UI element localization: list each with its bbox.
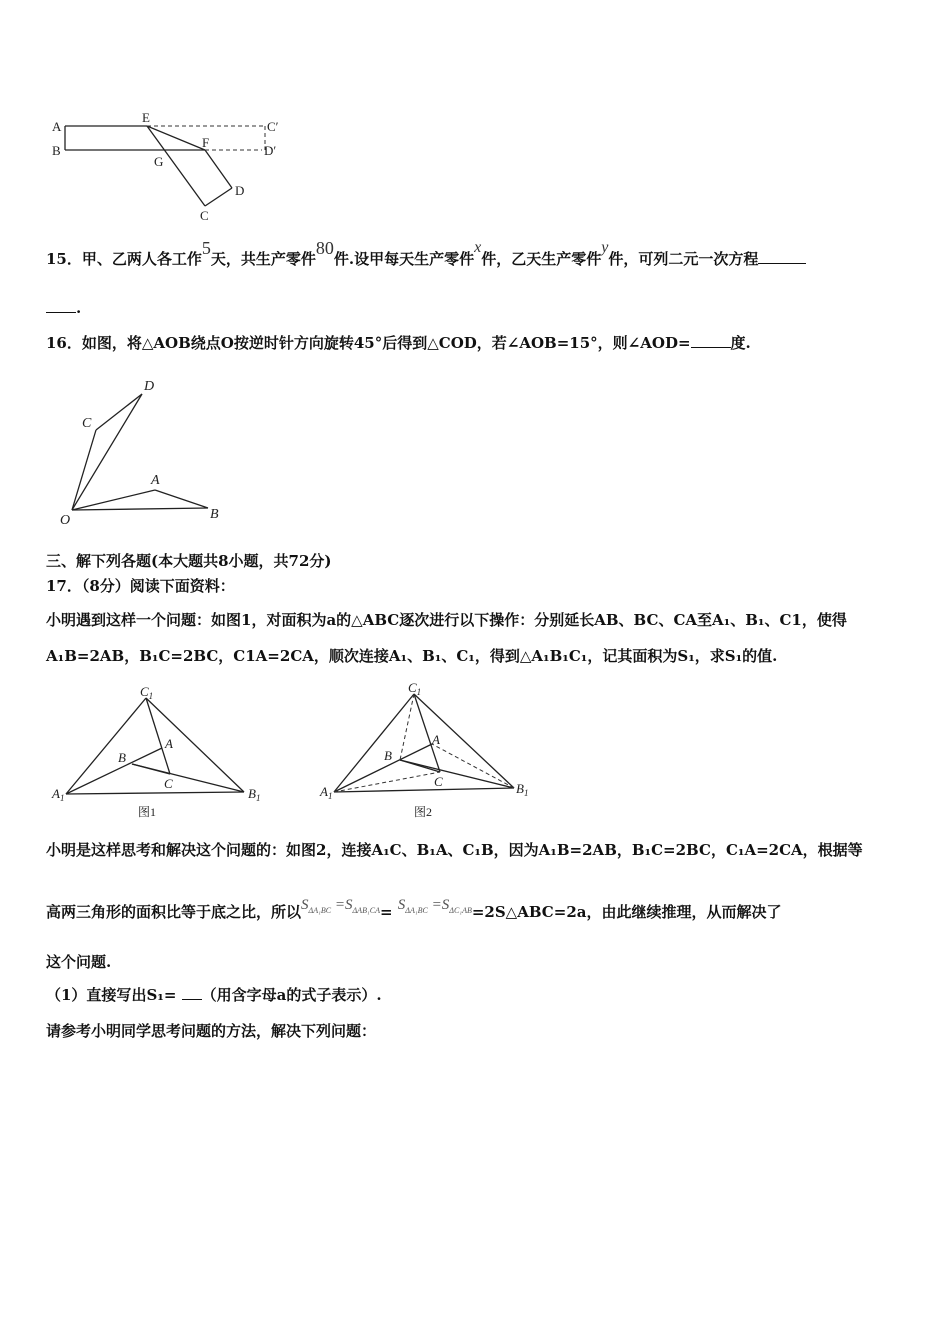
- question-16: [46, 333, 751, 353]
- q17-instruction: [46, 1021, 376, 1041]
- fig2-b-c: [400, 760, 440, 772]
- q16-text: 16．如图，将△AOB绕点O按逆时针方向旋转45°后得到△COD，若∠AOB=15°，则∠AOD=: [46, 334, 691, 352]
- q16-end: 度.: [730, 334, 751, 352]
- figure-1: [48, 682, 278, 822]
- q17-para2-line2b-text: =2S△ABC=2a，由此继续推理，从而解决了: [471, 903, 782, 921]
- folded-strip-figure: [40, 108, 300, 226]
- label-D: D: [235, 183, 245, 198]
- q15-part3: 件.设甲每天生产零件: [333, 250, 475, 268]
- formula-sub2: ΔAB₁CA: [352, 906, 380, 915]
- fig2-dashed-a1-c: [334, 772, 440, 792]
- fig2-dashed-b1-a: [432, 744, 514, 788]
- seg-o-a: [72, 490, 155, 510]
- formula-sub1: ΔA₁BC: [308, 906, 332, 915]
- q17-sub1-end: （用含字母a的式子表示）.: [201, 986, 382, 1004]
- q15-answer-blank[interactable]: [758, 249, 806, 264]
- formula-eq2: =: [379, 903, 393, 921]
- fig2-label-B: B: [384, 748, 392, 763]
- q17-para2-line3-text: 这个问题.: [46, 953, 112, 971]
- label-B: B: [210, 507, 219, 522]
- seg-o-d: [72, 394, 142, 510]
- q17-para1-line1-text: 小明遇到这样一个问题：如图1，对面积为a的△ABC逐次进行以下操作：分别延长AB、BC、CA至A₁、B₁、C1，使得: [46, 611, 847, 629]
- q17-para1-line2-text: A₁B=2AB，B₁C=2BC，C1A=2CA，顺次连接A₁、B₁、C₁，得到△A₁B₁C₁，记其面积为S₁，求S₁的值.: [46, 647, 778, 665]
- fig1-label-C1: $C_1$: [140, 684, 154, 701]
- formula-sub4: ΔC₁AB: [449, 906, 472, 915]
- q17-para1-line2: [46, 646, 777, 666]
- fig1-b-c: [132, 764, 170, 774]
- area-formula: [301, 897, 380, 913]
- q17-sub1: [46, 985, 382, 1005]
- label-C: C: [200, 208, 209, 223]
- section-3-title: [46, 551, 332, 571]
- fig2-a1-a: [334, 744, 432, 792]
- fig2-label-B1: $B_1$: [516, 781, 529, 798]
- label-A: A: [52, 119, 62, 134]
- fig2-label-C1: $C_1$: [408, 680, 422, 697]
- q15-number-5: 5: [201, 238, 211, 258]
- edge-f-d: [205, 150, 232, 188]
- fig1-a1-c1: [66, 698, 146, 794]
- area-formula-2: [398, 897, 472, 913]
- q15-part1: 15．甲、乙两人各工作: [46, 250, 202, 268]
- q15-number-80: 80: [315, 238, 334, 258]
- rotation-figure: [50, 372, 240, 532]
- formula-eq3: =: [431, 897, 442, 913]
- label-D-prime: D′: [264, 143, 277, 158]
- question-15: [46, 238, 806, 270]
- q17-instruction-text: 请参考小明同学思考问题的方法，解决下列问题：: [46, 1022, 377, 1040]
- label-D: D: [144, 379, 155, 394]
- label-O: O: [60, 513, 71, 528]
- q17-para2-line3: [46, 952, 111, 972]
- q17-sub1-text: （1）直接写出S₁=: [46, 986, 177, 1004]
- fig2-b-b1: [400, 760, 514, 788]
- seg-o-c: [72, 430, 96, 510]
- formula-sub3: ΔA₁BC: [405, 906, 428, 915]
- q17-para2-line1-text: 小明是这样思考和解决这个问题的：如图2，连接A₁C、B₁A、C₁B，因为A₁B=2AB，B₁C=2BC，C₁A=2CA，根据等: [46, 841, 863, 859]
- q17-para1-line1: [46, 610, 847, 630]
- label-B: B: [52, 143, 61, 158]
- formula-s2: S: [344, 897, 353, 913]
- q15-var-x: x: [474, 239, 482, 256]
- figure-2: [316, 678, 546, 824]
- q16-answer-blank[interactable]: [691, 333, 731, 348]
- fig2-label-A1: $A_1$: [320, 784, 333, 801]
- edge-c-d: [205, 188, 232, 206]
- fig1-label-B: B: [118, 750, 126, 765]
- fig1-label-C: C: [164, 776, 173, 791]
- seg-o-b: [72, 508, 208, 510]
- fig1-caption: 图1: [138, 805, 157, 819]
- fig1-a1-b1: [66, 792, 244, 794]
- fig2-caption: 图2: [414, 805, 433, 819]
- q15-var-y: y: [601, 239, 609, 256]
- q15-part2: 天，共生产零件: [210, 250, 316, 268]
- q17-para2-line1: [46, 840, 863, 860]
- fig1-a1-a: [66, 748, 162, 794]
- q15-end: .: [76, 299, 82, 317]
- label-C-prime: C′: [267, 119, 279, 134]
- q17-para2-line2a-text: 高两三角形的面积比等于底之比，所以: [46, 903, 302, 921]
- q17-head-text: 17．（8分）阅读下面资料：: [46, 577, 235, 595]
- fig2-label-C: C: [434, 774, 443, 789]
- fig1-label-B1: $B_1$: [248, 786, 261, 803]
- seg-c-d: [96, 394, 142, 430]
- q15-part5: 件，可列二元一次方程: [608, 250, 759, 268]
- q15-answer-blank-cont[interactable]: [46, 298, 76, 313]
- label-F: F: [202, 135, 210, 150]
- q15-continuation: [46, 298, 81, 318]
- label-G: G: [154, 154, 164, 169]
- seg-a-b: [155, 490, 208, 508]
- label-C: C: [82, 416, 92, 431]
- label-E: E: [142, 110, 150, 125]
- label-A: A: [151, 473, 160, 488]
- fig1-label-A: A: [165, 736, 173, 751]
- fig2-dashed-c1-b: [400, 694, 414, 760]
- formula-s3: S: [397, 897, 406, 913]
- q17-sub1-answer-blank[interactable]: [182, 985, 202, 1000]
- fig1-label-A1: $A_1$: [52, 786, 65, 803]
- fig2-label-A: A: [432, 732, 440, 747]
- formula-eq1: =: [334, 897, 345, 913]
- question-17-head: [46, 576, 235, 596]
- formula-s4: S: [441, 897, 450, 913]
- q17-para2-line2: [46, 897, 782, 929]
- fig2-a1-c1: [334, 694, 414, 792]
- fig2-a1-b1: [334, 788, 514, 792]
- formula-s1: S: [301, 897, 309, 913]
- q15-part4: 件，乙天生产零件: [481, 250, 602, 268]
- section-3-title-text: 三、解下列各题(本大题共8小题，共72分): [46, 552, 332, 570]
